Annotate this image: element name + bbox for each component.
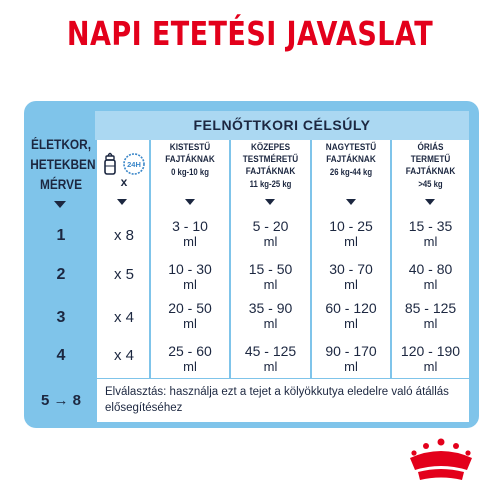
column-header-large	[317, 142, 384, 178]
column-header-small	[156, 142, 223, 178]
feeding-frequency-icons	[102, 150, 150, 190]
column-name: FAJTÁKNAK	[405, 166, 456, 177]
dose-cell: 90 - 170 ml	[325, 343, 377, 374]
page-title: NAPI ETETÉSI JAVASLAT	[66, 14, 434, 53]
age-value: 2	[56, 266, 66, 283]
dose-cell: 15 - 50 ml	[248, 261, 293, 292]
column-name: FAJTÁKNAK	[245, 166, 296, 177]
dose-cell: 60 - 120 ml	[325, 300, 377, 331]
feeding-times: x 5	[113, 266, 134, 283]
dose-cell: 5 - 20 ml	[252, 218, 289, 249]
age-down-arrow-icon	[54, 201, 66, 208]
feeding-times: x 8	[113, 227, 134, 244]
weaning-age: 5 → 8	[40, 392, 82, 409]
royal-canin-crown-icon	[404, 436, 478, 488]
dose-cell: 25 - 60 ml	[168, 343, 212, 374]
age-header-line: ÉLETKOR,	[30, 137, 92, 152]
age-header-line: MÉRVE	[39, 177, 83, 192]
table-header: FELNŐTTKORI CÉLSÚLY	[193, 117, 371, 133]
column-header-medium	[233, 142, 308, 190]
age-value: 3	[56, 309, 66, 326]
column-weight-range: >45 kg	[418, 179, 443, 189]
column-down-arrow-icon	[265, 199, 275, 205]
age-value: 1	[56, 227, 66, 244]
dose-cell: 3 - 10 ml	[172, 218, 208, 249]
dose-cell: 45 - 125 ml	[244, 343, 297, 374]
column-name: NAGYTESTŰ	[325, 142, 377, 153]
multiply-sign: x	[120, 175, 128, 189]
frequency-down-arrow-icon	[117, 199, 127, 205]
age-value: 4	[56, 347, 66, 364]
column-name: FAJTÁKNAK	[165, 154, 215, 165]
baby-bottle-icon	[105, 154, 115, 175]
dose-cell: 10 - 30 ml	[168, 261, 212, 292]
column-name: FAJTÁKNAK	[326, 154, 376, 165]
age-header-line: HETEKBEN	[30, 157, 96, 172]
clock-24h-icon	[124, 154, 144, 174]
age-column-header	[30, 135, 96, 195]
feeding-times: x 4	[113, 347, 134, 364]
column-weight-range: 0 kg-10 kg	[171, 167, 209, 177]
column-name: KISTESTŰ	[169, 142, 211, 153]
column-header-giant	[397, 142, 463, 190]
column-name: ÓRIÁS TERMETŰ	[410, 142, 451, 165]
column-weight-range: 11 kg-25 kg	[249, 179, 292, 189]
feeding-times: x 4	[113, 309, 134, 326]
column-down-arrow-icon	[185, 199, 195, 205]
column-down-arrow-icon	[346, 199, 356, 205]
dose-cell: 120 - 190 ml	[400, 343, 461, 374]
dose-cell: 40 - 80 ml	[408, 261, 453, 292]
dose-cell: 20 - 50 ml	[168, 300, 212, 331]
dose-cell: 35 - 90 ml	[248, 300, 293, 331]
dose-cell: 15 - 35 ml	[408, 218, 453, 249]
dose-cell: 85 - 125 ml	[404, 300, 457, 331]
clock-24h-label: 24H	[127, 160, 141, 169]
column-name: KÖZEPES TESTMÉRETŰ	[242, 142, 299, 165]
dose-cell: 30 - 70 ml	[329, 261, 373, 292]
column-weight-range: 26 kg-44 kg	[329, 167, 373, 177]
column-down-arrow-icon	[425, 199, 435, 205]
weaning-note: Elválasztás: használja ezt a tejet a kölyökkutya eledelre való átállás elősegítéséhez	[97, 379, 469, 422]
dose-cell: 10 - 25 ml	[329, 218, 373, 249]
